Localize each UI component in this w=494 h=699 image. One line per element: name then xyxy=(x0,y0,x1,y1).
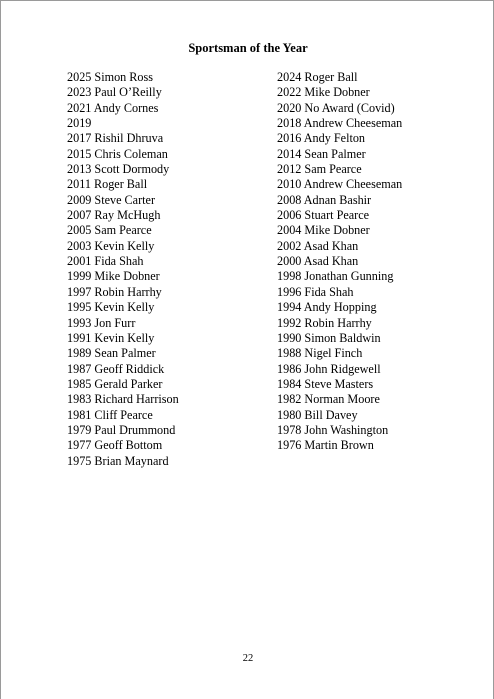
award-entry: 2024 Roger Ball xyxy=(277,70,358,84)
award-entry: 2003 Kevin Kelly xyxy=(67,238,155,253)
award-entry: 1988 Nigel Finch xyxy=(277,346,363,361)
page-title: Sportsman of the Year xyxy=(188,41,308,55)
award-entry: 1982 Norman Moore xyxy=(277,392,380,407)
award-entry: 1980 Bill Davey xyxy=(277,407,358,422)
award-entry: 1978 John Washington xyxy=(277,422,389,437)
award-entry: 1986 John Ridgewell xyxy=(277,361,381,376)
award-entry: 2023 Paul O’Reilly xyxy=(67,85,162,100)
award-entry: 2014 Sean Palmer xyxy=(277,146,366,161)
award-entry: 2005 Sam Pearce xyxy=(67,223,152,238)
award-entry: 1994 Andy Hopping xyxy=(277,300,377,315)
award-entry: 1999 Mike Dobner xyxy=(67,269,160,284)
award-entry: 1997 Robin Harrhy xyxy=(67,284,162,299)
award-entry: 2019 xyxy=(67,116,92,131)
award-entry: 1993 Jon Furr xyxy=(67,315,136,330)
award-entry: 2017 Rishil Dhruva xyxy=(67,131,164,146)
award-entry: 1975 Brian Maynard xyxy=(67,453,169,468)
award-entry: 2007 Ray McHugh xyxy=(67,208,161,223)
page-number: 22 xyxy=(242,653,254,664)
award-entry: 2010 Andrew Cheeseman xyxy=(277,177,403,192)
award-entry: 1998 Jonathan Gunning xyxy=(277,269,394,284)
award-entry: 2002 Asad Khan xyxy=(277,238,359,253)
award-entry: 1996 Fida Shah xyxy=(277,284,354,299)
award-entry: 2000 Asad Khan xyxy=(277,254,359,269)
award-entry: 1979 Paul Drummond xyxy=(67,422,176,437)
award-entry: 2020 No Award (Covid) xyxy=(277,100,395,115)
award-entry: 2009 Steve Carter xyxy=(67,192,155,207)
award-entry: 1995 Kevin Kelly xyxy=(67,300,155,315)
award-entry: 1989 Sean Palmer xyxy=(67,346,156,361)
award-entry: 2004 Mike Dobner xyxy=(277,223,370,238)
award-entry: 2013 Scott Dormody xyxy=(67,162,170,177)
award-entry: 2022 Mike Dobner xyxy=(277,85,370,100)
award-entry: 2006 Stuart Pearce xyxy=(277,208,370,223)
award-entry: 1981 Cliff Pearce xyxy=(67,407,153,422)
award-entry: 1990 Simon Baldwin xyxy=(277,330,381,345)
award-entry: 1991 Kevin Kelly xyxy=(67,330,155,345)
award-entry: 2015 Chris Coleman xyxy=(67,146,168,161)
award-entry: 1976 Martin Brown xyxy=(277,438,374,453)
award-entry: 1983 Richard Harrison xyxy=(67,392,179,407)
award-entry: 2012 Sam Pearce xyxy=(277,162,362,177)
left-award-list xyxy=(67,70,179,469)
award-entry: 1992 Robin Harrhy xyxy=(277,315,372,330)
award-entry: 2025 Simon Ross xyxy=(67,70,154,84)
right-award-list xyxy=(277,70,402,454)
award-entry: 2008 Adnan Bashir xyxy=(277,192,372,207)
award-entry: 1987 Geoff Riddick xyxy=(67,361,165,376)
award-entry: 2016 Andy Felton xyxy=(277,131,366,146)
award-entry: 1985 Gerald Parker xyxy=(67,376,163,391)
award-entry: 2018 Andrew Cheeseman xyxy=(277,116,403,131)
award-entry: 2021 Andy Cornes xyxy=(67,100,159,115)
award-entry: 1984 Steve Masters xyxy=(277,376,374,391)
award-entry: 2011 Roger Ball xyxy=(67,177,148,192)
award-entry: 1977 Geoff Bottom xyxy=(67,438,163,453)
award-entry: 2001 Fida Shah xyxy=(67,254,144,269)
